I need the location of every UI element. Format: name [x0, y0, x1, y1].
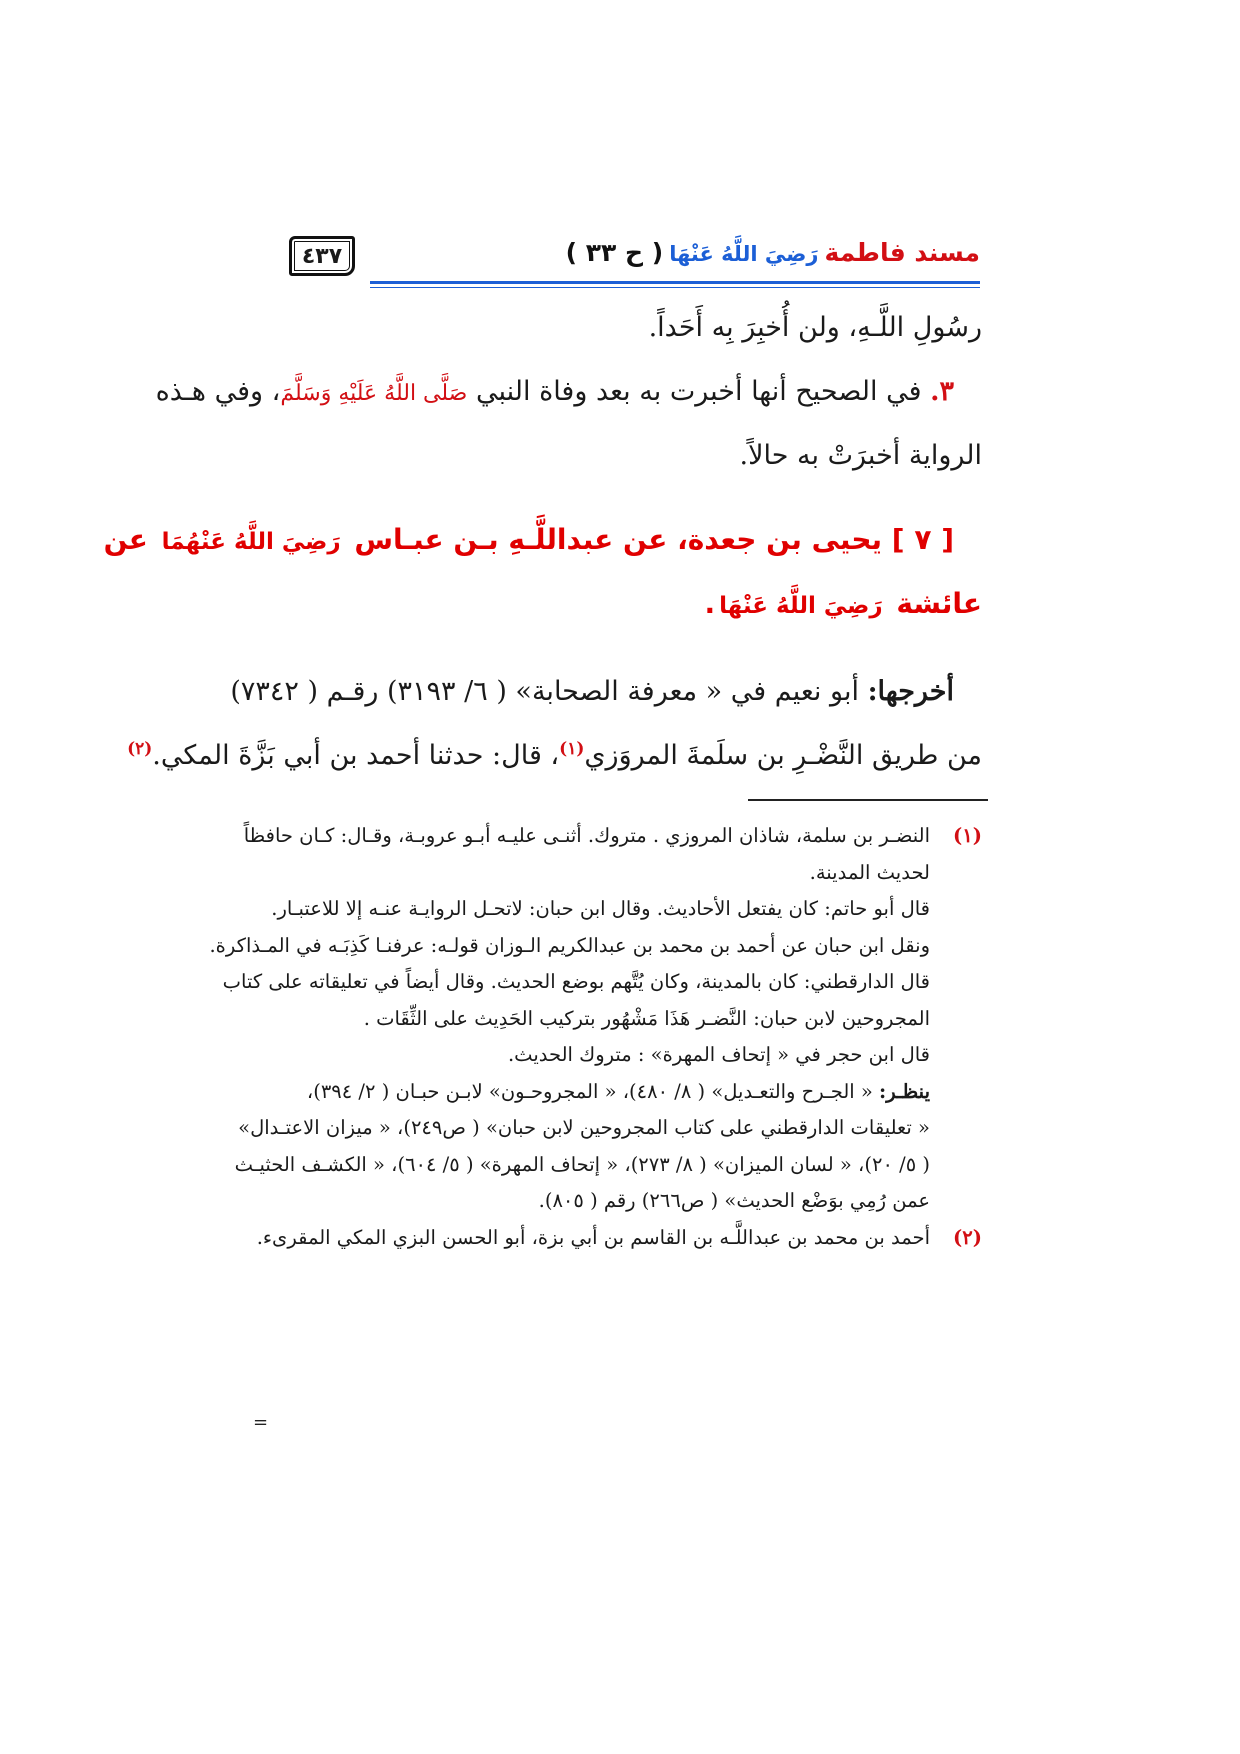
point-3-number: ٣.: [930, 376, 954, 407]
takhrij-paragraph: [127, 660, 982, 788]
footnote-ref-2[interactable]: (٢): [127, 739, 153, 759]
footnote-1-line: قال ابن حجر في « إتحاف المهرة» : متروك الحديث.: [507, 1043, 930, 1066]
chapter-heading-text: [ ٧ ] يحيى بن جعدة، عن عبداللَّـهِ بـن عبـاس: [354, 523, 954, 556]
chapter-heading-name: عائشة: [896, 587, 982, 620]
running-title-honorific: رَضِيَ اللَّهُ عَنْهَا: [669, 242, 819, 266]
footnote-1-line: ونقل ابن حبان عن أحمد بن محمد بن عبدالكريم الـوزان قولـه: عرفنـا كَذِبَـه في المـذاكرة.: [209, 933, 930, 957]
body-line: رسُولِ اللَّـهِ، ولن أُخبِرَ بِه أَحَداً.: [648, 312, 982, 343]
footnote-1-line: ( ٥/ ٢٠)، « لسان الميزان» ( ٨/ ٢٧٣)، « إتحاف المهرة» ( ٥/ ٦٠٤)، « الكشـف الحثيـث: [234, 1152, 930, 1176]
takhrij-chain-end: ، قال: حدثنا أحمد بن أبي بَزَّةَ المكي.: [152, 740, 560, 771]
continuation-mark: =: [253, 1412, 269, 1433]
point-3-text: في الصحيح أنها أخبرت به بعد وفاة النبي: [475, 376, 922, 407]
takhrij-line-2: [127, 724, 982, 788]
footnote-2-line: أحمد بن محمد بن عبداللَّـه بن القاسم بن أبي بزة، أبو الحسن البزي المكي المقرىء.: [256, 1225, 930, 1249]
chapter-heading-line-1: [103, 508, 982, 572]
footnote-1-line: المجروحين لابن حبان: النَّضـر هَذَا مَشْهُور بتركيب الحَدِيث على الثِّقَات .: [363, 1006, 930, 1030]
footnote-1-line: النضـر بن سلمة، شاذان المروزي . متروك. أثنـى عليـه أبـو عروبـة، وقـال: كـان حافظاً: [243, 824, 930, 847]
point-3: [155, 360, 982, 424]
footnote-ref-1[interactable]: (١): [559, 739, 585, 759]
footnote-separator: [748, 799, 988, 801]
takhrij-line-1: [230, 660, 982, 724]
chapter-heading-tail: عن: [103, 523, 148, 556]
header-rule: [370, 281, 980, 284]
footnote-2-number: (٢): [953, 1225, 982, 1249]
chapter-heading-period: .: [704, 587, 716, 620]
footnote-1-number: (١): [953, 824, 982, 847]
chapter-heading-line-2: [252, 572, 982, 636]
chapter-heading-honorific: رَضِيَ اللَّهُ عَنْهُمَا: [161, 529, 341, 555]
takhrij-label: أخرجها:: [867, 676, 954, 707]
header-rule-thin: [370, 287, 980, 288]
footnote-1-sources: [252, 1074, 982, 1111]
running-title-name: مسند فاطمة: [824, 238, 980, 267]
takhrij-source: أبو نعيم في « معرفة الصحابة» ( ٦/ ٣١٩٣) رقـم ( ٧٣٤٢): [230, 676, 859, 707]
chapter-heading-honorific-2: رَضِيَ اللَّهُ عَنْهَا: [719, 593, 883, 619]
footnote-2: [252, 1220, 982, 1257]
footnote-1-line: قال الدارقطني: كان بالمدينة، وكان يُتَّهم بوضع الحديث. وقال أيضاً في تعليقاته على كتاب: [222, 970, 930, 993]
running-title: [566, 238, 980, 267]
prophet-honorific: صَلَّى اللَّهُ عَلَيْهِ وَسَلَّمَ: [280, 381, 468, 406]
footnotes: [209, 818, 982, 1256]
body-text: [155, 296, 982, 488]
footnote-1-line: قال أبو حاتم: كان يفتعل الأحاديث. وقال ابن حبان: لاتحـل الروايـة عنـه إلا للاعتبـار.: [271, 897, 930, 920]
chapter-heading: [103, 508, 982, 636]
footnote-1-line: « تعليقات الدارقطني على كتاب المجروحين لابن حبان» ( ص٢٤٩)، « ميزان الاعتـدال»: [238, 1116, 930, 1139]
point-3-text-end: ، وفي هـذه: [155, 376, 281, 407]
takhrij-chain: من طريق النَّضْـرِ بن سلَمةَ المروَزي: [584, 740, 982, 771]
footnote-1-line: لحديث المدينة.: [809, 860, 930, 884]
footnote-1: [243, 818, 982, 855]
point-3-line-2: الرواية أخبرَتْ به حالاً.: [739, 440, 982, 471]
footnote-1-sources-label: ينظـر:: [879, 1079, 930, 1103]
footnote-1-line: « الجـرح والتعـديل» ( ٨/ ٤٨٠)، « المجروحـون» لابـن حبـان ( ٢/ ٣٩٤)،: [306, 1079, 873, 1103]
footnote-1-line: عمن رُمِي بوَضْع الحديث» ( ص٢٦٦) رقم ( ٨٠٥).: [538, 1189, 930, 1212]
page-header: [290, 236, 980, 292]
page-number: ٤٣٧: [289, 236, 355, 276]
running-title-ref: ( ح ٣٣ ): [565, 238, 664, 267]
